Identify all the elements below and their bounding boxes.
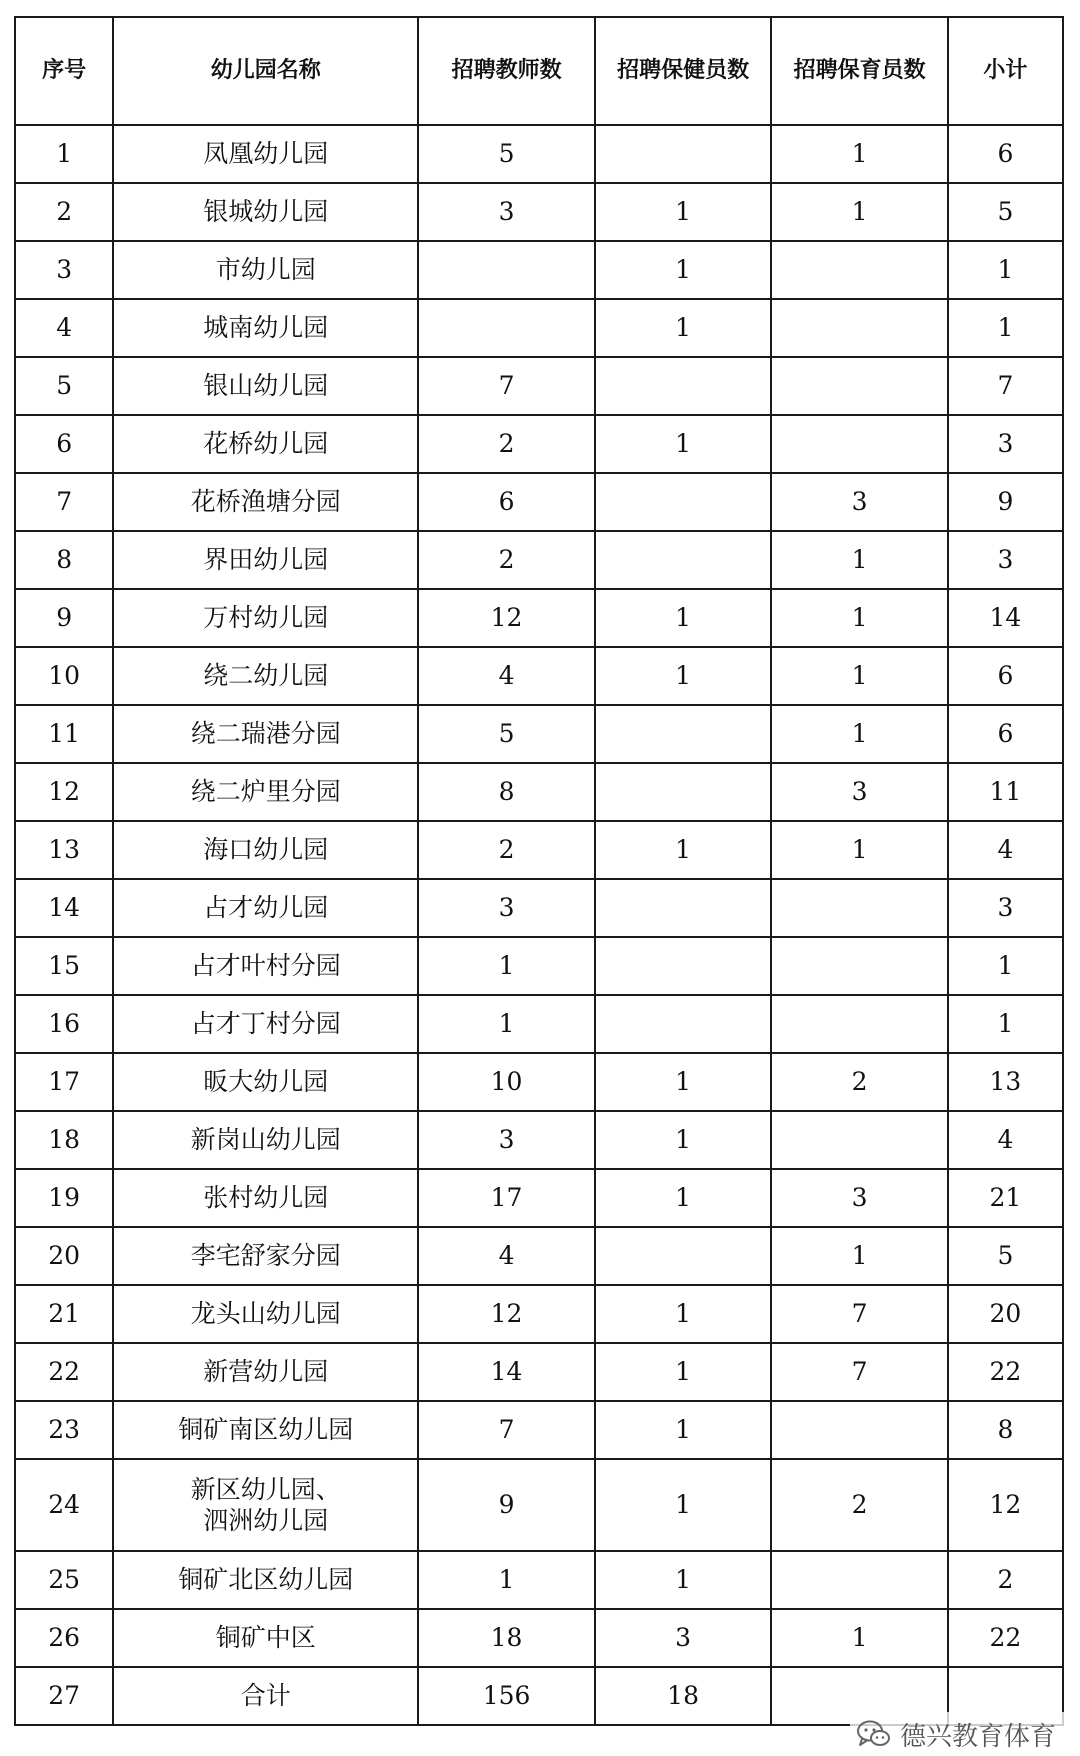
cell-nursery: 1 bbox=[771, 183, 948, 241]
cell-no: 22 bbox=[15, 1343, 113, 1401]
cell-subtotal: 6 bbox=[948, 125, 1063, 183]
cell-teachers bbox=[418, 241, 595, 299]
cell-teachers: 2 bbox=[418, 821, 595, 879]
cell-health: 1 bbox=[595, 1053, 772, 1111]
header-cell-subtotal: 小计 bbox=[948, 17, 1063, 125]
table-row bbox=[15, 589, 1063, 647]
cell-teachers: 12 bbox=[418, 1285, 595, 1343]
cell-health bbox=[595, 763, 772, 821]
cell-name: 万村幼儿园 bbox=[113, 589, 418, 647]
cell-health: 18 bbox=[595, 1667, 772, 1725]
cell-name: 铜矿北区幼儿园 bbox=[113, 1551, 418, 1609]
cell-nursery: 3 bbox=[771, 473, 948, 531]
cell-nursery bbox=[771, 299, 948, 357]
cell-no: 24 bbox=[15, 1459, 113, 1551]
table-row bbox=[15, 1551, 1063, 1609]
cell-no: 5 bbox=[15, 357, 113, 415]
cell-subtotal: 11 bbox=[948, 763, 1063, 821]
cell-health: 1 bbox=[595, 183, 772, 241]
cell-health: 1 bbox=[595, 299, 772, 357]
cell-health: 1 bbox=[595, 1551, 772, 1609]
cell-subtotal: 12 bbox=[948, 1459, 1063, 1551]
cell-nursery: 2 bbox=[771, 1053, 948, 1111]
cell-name: 新区幼儿园、 泗洲幼儿园 bbox=[113, 1459, 418, 1551]
cell-nursery: 7 bbox=[771, 1285, 948, 1343]
cell-teachers: 2 bbox=[418, 415, 595, 473]
cell-subtotal: 14 bbox=[948, 589, 1063, 647]
cell-subtotal: 13 bbox=[948, 1053, 1063, 1111]
cell-subtotal: 1 bbox=[948, 299, 1063, 357]
cell-no: 27 bbox=[15, 1667, 113, 1725]
cell-nursery: 1 bbox=[771, 125, 948, 183]
cell-nursery bbox=[771, 1401, 948, 1459]
cell-subtotal: 21 bbox=[948, 1169, 1063, 1227]
cell-health bbox=[595, 705, 772, 763]
cell-name: 占才叶村分园 bbox=[113, 937, 418, 995]
cell-no: 4 bbox=[15, 299, 113, 357]
cell-subtotal: 4 bbox=[948, 1111, 1063, 1169]
table-row bbox=[15, 937, 1063, 995]
cell-teachers: 8 bbox=[418, 763, 595, 821]
table-row bbox=[15, 415, 1063, 473]
wechat-icon bbox=[856, 1719, 892, 1749]
watermark-text: 德兴教育体育 bbox=[899, 1721, 1056, 1752]
cell-health: 1 bbox=[595, 415, 772, 473]
cell-health bbox=[595, 357, 772, 415]
cell-no: 1 bbox=[15, 125, 113, 183]
cell-no: 20 bbox=[15, 1227, 113, 1285]
cell-name: 银山幼儿园 bbox=[113, 357, 418, 415]
header-cell-health: 招聘保健员数 bbox=[595, 17, 772, 125]
cell-health bbox=[595, 125, 772, 183]
cell-health: 1 bbox=[595, 1169, 772, 1227]
table-row bbox=[15, 1111, 1063, 1169]
table-header bbox=[15, 17, 1063, 125]
cell-nursery bbox=[771, 415, 948, 473]
cell-nursery: 3 bbox=[771, 763, 948, 821]
cell-teachers: 1 bbox=[418, 1551, 595, 1609]
cell-subtotal: 6 bbox=[948, 647, 1063, 705]
cell-no: 8 bbox=[15, 531, 113, 589]
cell-subtotal: 1 bbox=[948, 937, 1063, 995]
cell-no: 17 bbox=[15, 1053, 113, 1111]
cell-nursery: 1 bbox=[771, 1227, 948, 1285]
cell-teachers: 1 bbox=[418, 937, 595, 995]
cell-subtotal: 4 bbox=[948, 821, 1063, 879]
cell-nursery bbox=[771, 241, 948, 299]
cell-no: 12 bbox=[15, 763, 113, 821]
cell-name: 占才丁村分园 bbox=[113, 995, 418, 1053]
cell-nursery bbox=[771, 1111, 948, 1169]
cell-nursery: 1 bbox=[771, 531, 948, 589]
cell-name: 李宅舒家分园 bbox=[113, 1227, 418, 1285]
table-row bbox=[15, 299, 1063, 357]
cell-health: 1 bbox=[595, 1343, 772, 1401]
cell-no: 13 bbox=[15, 821, 113, 879]
cell-health: 1 bbox=[595, 647, 772, 705]
cell-teachers: 9 bbox=[418, 1459, 595, 1551]
cell-teachers: 14 bbox=[418, 1343, 595, 1401]
cell-teachers: 17 bbox=[418, 1169, 595, 1227]
cell-subtotal: 5 bbox=[948, 183, 1063, 241]
cell-health: 1 bbox=[595, 589, 772, 647]
table-row bbox=[15, 1343, 1063, 1401]
table-row bbox=[15, 647, 1063, 705]
cell-teachers: 1 bbox=[418, 995, 595, 1053]
cell-subtotal: 2 bbox=[948, 1551, 1063, 1609]
cell-subtotal: 22 bbox=[948, 1343, 1063, 1401]
cell-teachers: 18 bbox=[418, 1609, 595, 1667]
cell-teachers: 5 bbox=[418, 125, 595, 183]
wechat-watermark bbox=[850, 1712, 1066, 1756]
cell-teachers: 3 bbox=[418, 1111, 595, 1169]
cell-health: 1 bbox=[595, 1111, 772, 1169]
cell-subtotal: 8 bbox=[948, 1401, 1063, 1459]
cell-teachers: 10 bbox=[418, 1053, 595, 1111]
cell-subtotal: 6 bbox=[948, 705, 1063, 763]
cell-subtotal: 3 bbox=[948, 879, 1063, 937]
cell-subtotal: 9 bbox=[948, 473, 1063, 531]
cell-subtotal: 3 bbox=[948, 531, 1063, 589]
cell-teachers: 6 bbox=[418, 473, 595, 531]
cell-nursery: 2 bbox=[771, 1459, 948, 1551]
recruitment-table bbox=[14, 16, 1064, 1726]
cell-teachers bbox=[418, 299, 595, 357]
table-row bbox=[15, 531, 1063, 589]
cell-subtotal: 20 bbox=[948, 1285, 1063, 1343]
cell-no: 18 bbox=[15, 1111, 113, 1169]
cell-no: 9 bbox=[15, 589, 113, 647]
cell-health bbox=[595, 473, 772, 531]
header-row bbox=[15, 17, 1063, 125]
table-row bbox=[15, 995, 1063, 1053]
cell-no: 3 bbox=[15, 241, 113, 299]
cell-name: 龙头山幼儿园 bbox=[113, 1285, 418, 1343]
table-row bbox=[15, 473, 1063, 531]
cell-teachers: 156 bbox=[418, 1667, 595, 1725]
cell-no: 21 bbox=[15, 1285, 113, 1343]
cell-name: 铜矿南区幼儿园 bbox=[113, 1401, 418, 1459]
header-cell-teachers: 招聘教师数 bbox=[418, 17, 595, 125]
table-row bbox=[15, 241, 1063, 299]
header-cell-no: 序号 bbox=[15, 17, 113, 125]
table-row bbox=[15, 1227, 1063, 1285]
cell-teachers: 5 bbox=[418, 705, 595, 763]
cell-health bbox=[595, 995, 772, 1053]
cell-name: 铜矿中区 bbox=[113, 1609, 418, 1667]
cell-nursery: 1 bbox=[771, 1609, 948, 1667]
cell-teachers: 4 bbox=[418, 1227, 595, 1285]
table-row bbox=[15, 1285, 1063, 1343]
cell-nursery bbox=[771, 1551, 948, 1609]
cell-teachers: 7 bbox=[418, 1401, 595, 1459]
cell-no: 15 bbox=[15, 937, 113, 995]
table-row bbox=[15, 357, 1063, 415]
cell-name: 张村幼儿园 bbox=[113, 1169, 418, 1227]
header-cell-name: 幼儿园名称 bbox=[113, 17, 418, 125]
cell-name: 城南幼儿园 bbox=[113, 299, 418, 357]
cell-nursery: 7 bbox=[771, 1343, 948, 1401]
cell-nursery bbox=[771, 879, 948, 937]
cell-no: 25 bbox=[15, 1551, 113, 1609]
cell-health bbox=[595, 531, 772, 589]
cell-health: 1 bbox=[595, 821, 772, 879]
cell-health: 1 bbox=[595, 1401, 772, 1459]
cell-nursery bbox=[771, 995, 948, 1053]
cell-no: 14 bbox=[15, 879, 113, 937]
cell-subtotal: 3 bbox=[948, 415, 1063, 473]
table-row bbox=[15, 1169, 1063, 1227]
table-row bbox=[15, 1401, 1063, 1459]
cell-nursery bbox=[771, 357, 948, 415]
cell-name: 海口幼儿园 bbox=[113, 821, 418, 879]
cell-teachers: 3 bbox=[418, 183, 595, 241]
table-row bbox=[15, 1459, 1063, 1551]
cell-name: 昄大幼儿园 bbox=[113, 1053, 418, 1111]
cell-no: 26 bbox=[15, 1609, 113, 1667]
cell-name: 占才幼儿园 bbox=[113, 879, 418, 937]
cell-name: 界田幼儿园 bbox=[113, 531, 418, 589]
table-row bbox=[15, 705, 1063, 763]
cell-subtotal: 1 bbox=[948, 995, 1063, 1053]
cell-nursery: 1 bbox=[771, 589, 948, 647]
cell-no: 6 bbox=[15, 415, 113, 473]
cell-subtotal: 1 bbox=[948, 241, 1063, 299]
cell-health: 3 bbox=[595, 1609, 772, 1667]
table-row bbox=[15, 879, 1063, 937]
cell-teachers: 3 bbox=[418, 879, 595, 937]
cell-teachers: 7 bbox=[418, 357, 595, 415]
cell-nursery bbox=[771, 937, 948, 995]
header-cell-nursery: 招聘保育员数 bbox=[771, 17, 948, 125]
cell-name: 新营幼儿园 bbox=[113, 1343, 418, 1401]
cell-name: 绕二幼儿园 bbox=[113, 647, 418, 705]
cell-nursery: 1 bbox=[771, 705, 948, 763]
cell-no: 11 bbox=[15, 705, 113, 763]
cell-nursery: 3 bbox=[771, 1169, 948, 1227]
cell-nursery: 1 bbox=[771, 647, 948, 705]
cell-teachers: 12 bbox=[418, 589, 595, 647]
cell-name: 市幼儿园 bbox=[113, 241, 418, 299]
cell-health: 1 bbox=[595, 241, 772, 299]
cell-teachers: 2 bbox=[418, 531, 595, 589]
cell-health: 1 bbox=[595, 1285, 772, 1343]
cell-subtotal: 22 bbox=[948, 1609, 1063, 1667]
cell-no: 19 bbox=[15, 1169, 113, 1227]
table-row bbox=[15, 1609, 1063, 1667]
cell-nursery: 1 bbox=[771, 821, 948, 879]
cell-name: 新岗山幼儿园 bbox=[113, 1111, 418, 1169]
table-row bbox=[15, 183, 1063, 241]
table-row bbox=[15, 125, 1063, 183]
cell-no: 2 bbox=[15, 183, 113, 241]
table-body bbox=[15, 125, 1063, 1725]
cell-teachers: 4 bbox=[418, 647, 595, 705]
cell-name: 绕二炉里分园 bbox=[113, 763, 418, 821]
cell-name: 凤凰幼儿园 bbox=[113, 125, 418, 183]
cell-health: 1 bbox=[595, 1459, 772, 1551]
table-row bbox=[15, 1053, 1063, 1111]
cell-no: 10 bbox=[15, 647, 113, 705]
cell-health bbox=[595, 1227, 772, 1285]
cell-subtotal: 7 bbox=[948, 357, 1063, 415]
cell-name: 绕二瑞港分园 bbox=[113, 705, 418, 763]
cell-name: 银城幼儿园 bbox=[113, 183, 418, 241]
cell-name: 花桥渔塘分园 bbox=[113, 473, 418, 531]
cell-no: 16 bbox=[15, 995, 113, 1053]
table-row bbox=[15, 821, 1063, 879]
cell-no: 7 bbox=[15, 473, 113, 531]
cell-health bbox=[595, 879, 772, 937]
cell-health bbox=[595, 937, 772, 995]
table-row bbox=[15, 763, 1063, 821]
cell-subtotal: 5 bbox=[948, 1227, 1063, 1285]
cell-name: 合计 bbox=[113, 1667, 418, 1725]
cell-no: 23 bbox=[15, 1401, 113, 1459]
cell-name: 花桥幼儿园 bbox=[113, 415, 418, 473]
